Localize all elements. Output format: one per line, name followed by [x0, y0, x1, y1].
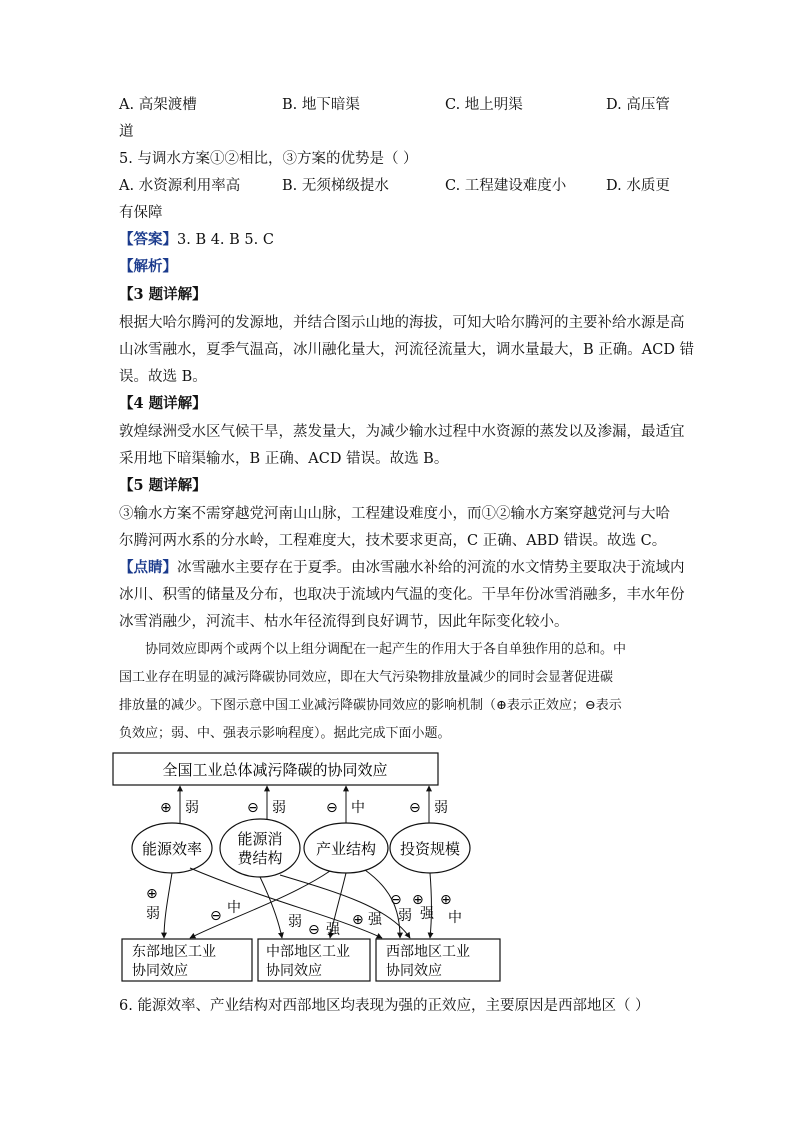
q5-detail-tag: 【5 题详解】 [119, 477, 207, 494]
q5-option-a: A. 水资源利用率高 [119, 178, 241, 194]
note-line [119, 558, 685, 578]
label-level: 中 [448, 910, 462, 926]
region-label: 中部地区工业 [266, 944, 350, 960]
factor-label: 投资规模 [399, 840, 461, 858]
arrow-lower [260, 877, 282, 938]
q5-detail-line: 尔腾河两水系的分水岭，工程难度大，技术要求更高，C 正确、ABD 错误。故选 C。 [119, 533, 667, 549]
answer-line [119, 230, 274, 250]
intro-line: 国工业存在明显的减污降碳协同效应，即在大气污染物排放量减少的同时会显著促进碳 [119, 670, 614, 685]
intro-line: 排放量的减少。下图示意中国工业减污降碳协同效应的影响机制（⊕表示正效应；⊖表示 [119, 698, 622, 713]
q5-option-b: B. 无须梯级提水 [282, 178, 389, 194]
note-tag: 【点睛】 [119, 559, 177, 576]
intro-line: 负效应；弱、中、强表示影响程度）。据此完成下面小题。 [119, 726, 451, 741]
factor-label: 能源效率 [141, 840, 203, 858]
label-sign: ⊕ [412, 892, 424, 908]
answer-text: 3. B 4. B 5. C [177, 232, 274, 248]
q3-detail-line: 误。故选 B。 [119, 369, 207, 385]
option-d-wrap: 道 [119, 124, 134, 140]
label-sign: ⊕ [440, 892, 452, 908]
label-sign: ⊖ [409, 800, 421, 816]
q5-detail-line: ③输水方案不需穿越党河南山山脉，工程建设难度小，而①②输水方案穿越党河与大哈 [119, 506, 670, 522]
region-label: 协同效应 [266, 963, 322, 979]
label-sign: ⊖ [326, 800, 338, 816]
label-sign: ⊕ [160, 800, 172, 816]
label-level: 强 [326, 922, 340, 938]
q5-option-d-wrap: 有保障 [119, 205, 163, 221]
synergy-diagram [110, 748, 530, 988]
arrow-lower [164, 873, 172, 938]
analysis-tag: 【解析】 [119, 258, 177, 275]
option-a: A. 高架渡槽 [119, 97, 197, 113]
q3-detail-tag: 【3 题详解】 [119, 286, 207, 303]
option-c: C. 地上明渠 [445, 97, 523, 113]
factor-label: 能源消 [237, 830, 283, 848]
label-level: 中 [227, 900, 241, 916]
label-level: 强 [420, 906, 434, 922]
region-label: 东部地区工业 [132, 944, 216, 960]
q4-detail-line: 敦煌绿洲受水区气候干旱，蒸发量大，为减少输水过程中水资源的蒸发以及渗漏，最适宜 [119, 424, 685, 440]
label-level: 弱 [185, 800, 199, 816]
label-sign: ⊖ [308, 922, 320, 938]
factor-label: 产业结构 [315, 840, 377, 858]
q5-option-c: C. 工程建设难度小 [445, 178, 567, 194]
note-line: 冰川、积雪的储量及分布，也取决于流域内气温的变化。干旱年份冰雪消融多，丰水年份 [119, 587, 685, 603]
label-level: 弱 [146, 906, 160, 922]
q4-detail-tag: 【4 题详解】 [119, 395, 207, 412]
label-sign: ⊖ [247, 800, 259, 816]
label-sign: ⊕ [146, 886, 158, 902]
option-d: D. 高压管 [606, 97, 670, 113]
note-line: 冰雪消融少，河流丰、枯水年径流得到良好调节，因此年际变化较小。 [119, 614, 569, 630]
q4-detail-line: 采用地下暗渠输水，B 正确、ACD 错误。故选 B。 [119, 451, 449, 467]
question-6-stem: 6. 能源效率、产业结构对西部地区均表现为强的正效应，主要原因是西部地区（ ） [119, 998, 650, 1014]
label-level: 弱 [288, 914, 302, 930]
label-level: 弱 [272, 800, 286, 816]
q3-detail-line: 山冰雪融水，夏季气温高，冰川融化量大，河流径流量大，调水量最大，B 正确。ACD 错 [119, 342, 695, 358]
label-level: 中 [351, 800, 365, 816]
option-b: B. 地下暗渠 [282, 97, 360, 113]
region-label: 西部地区工业 [386, 944, 470, 960]
q5-option-d: D. 水质更 [606, 178, 670, 194]
intro-line: 协同效应即两个或两个以上组分调配在一起产生的作用大于各自单独作用的总和。中 [145, 642, 627, 657]
note-first: 冰雪融水主要存在于夏季。由冰雪融水补给的河流的水文情势主要取决于流域内 [177, 560, 685, 576]
label-sign: ⊖ [390, 892, 402, 908]
label-sign: ⊕ [352, 912, 364, 928]
q3-detail-line: 根据大哈尔腾河的发源地，并结合图示山地的海拔，可知大哈尔腾河的主要补给水源是高 [119, 315, 685, 331]
label-level: 强 [368, 912, 382, 928]
label-level: 弱 [398, 908, 412, 924]
factor-label: 费结构 [237, 849, 283, 867]
region-label: 协同效应 [132, 963, 188, 979]
label-level: 弱 [434, 800, 448, 816]
answer-tag: 【答案】 [119, 231, 177, 248]
question-5-stem: 5. 与调水方案①②相比，③方案的优势是（ ） [119, 151, 418, 167]
region-label: 协同效应 [386, 963, 442, 979]
national-synergy-label: 全国工业总体减污降碳的协同效应 [162, 761, 388, 779]
label-sign: ⊖ [210, 908, 222, 924]
factor-energy-consumption [220, 819, 300, 877]
